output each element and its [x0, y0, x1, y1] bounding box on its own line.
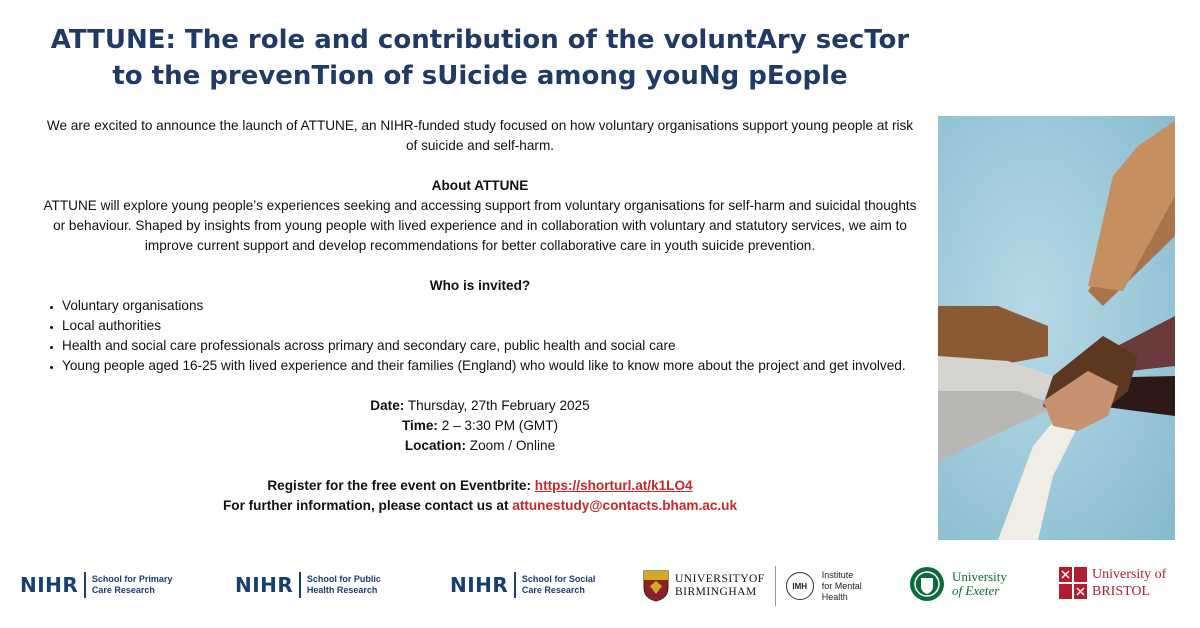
nihr-school-line: Care Research [91, 585, 155, 595]
imh-line: Health [821, 591, 848, 602]
nihr-school-line: School for Public [306, 574, 381, 584]
exeter-line-2: of Exeter [952, 583, 1000, 598]
event-location [40, 436, 920, 456]
invited-list [40, 296, 920, 376]
hands-illustration [938, 116, 1175, 540]
register-text: Register for the free event on Eventbrite: [267, 478, 535, 493]
bristol-line-2: BRISTOL [1092, 584, 1151, 599]
nihr-school-line: School for Primary [91, 574, 173, 584]
eventbrite-link[interactable]: https://shorturl.at/k1LO4 [534, 478, 693, 493]
bristol-line-1: University of [1092, 567, 1167, 582]
intro-paragraph: We are excited to announce the launch of ATTUNE, an NIHR-funded study focused on how voluntary organisations support young people at risk of suicide and self-harm. [46, 118, 914, 153]
nihr-school-line: School for Social [521, 574, 596, 584]
bristol-logo [1058, 566, 1166, 600]
invited-heading: Who is invited? [429, 278, 531, 293]
nihr-school-line: Care Research [521, 585, 585, 595]
imh-line: for Mental [821, 580, 862, 591]
birmingham-imh-logo [643, 566, 862, 606]
list-item: • Voluntary organisations [62, 296, 920, 316]
list-item: • Health and social care professionals across primary and secondary care, public health and social care [62, 336, 920, 356]
title-line-1: ATTUNE: The role and contribution of the voluntAry secTor [50, 25, 910, 55]
imh-mark: IMH [786, 572, 814, 600]
nihr-wordmark: NIHR [235, 573, 294, 597]
nihr-social-care-logo [450, 572, 595, 598]
exeter-line-1: University [952, 569, 1007, 584]
event-title [10, 22, 950, 94]
partner-logos [0, 550, 1200, 628]
event-description [40, 116, 920, 516]
contact-line [40, 496, 920, 516]
event-time [40, 416, 920, 436]
nihr-wordmark: NIHR [450, 573, 509, 597]
imh-line: Institute [821, 569, 854, 580]
nihr-public-health-logo [235, 572, 381, 598]
list-item: • Young people aged 16-25 with lived experience and their families (England) who would like to know more about the project and get involved. [62, 356, 920, 376]
contact-text: For further information, please contact us at [222, 498, 513, 513]
register-line [40, 476, 920, 496]
uob-line-1: UNIVERSITYOF [675, 573, 765, 585]
exeter-logo [908, 565, 1007, 603]
time-value: 2 – 3:30 PM (GMT) [437, 418, 559, 433]
list-item: • Local authorities [62, 316, 920, 336]
bristol-crest-icon [1058, 566, 1088, 600]
nihr-primary-care-logo [20, 572, 172, 598]
date-value: Thursday, 27th February 2025 [404, 398, 590, 413]
exeter-crest-icon [908, 565, 946, 603]
event-date [40, 396, 920, 416]
location-value: Zoom / Online [466, 438, 556, 453]
hands-together-photo [938, 116, 1175, 540]
time-label: Time: [401, 418, 438, 433]
birmingham-crest-icon [643, 570, 669, 602]
location-label: Location: [404, 438, 466, 453]
contact-email-link[interactable]: attunestudy@contacts.bham.ac.uk [512, 498, 738, 513]
title-line-2: to the prevenTion of sUicide among youNg pEople [112, 61, 848, 91]
uob-line-2: BIRMINGHAM [675, 586, 757, 598]
about-paragraph: ATTUNE will explore young people’s experiences seeking and accessing support from voluntary organisations for self-harm and suicidal thoughts or behaviour. Shaped by insights from young people with lived experience and in collaboration with voluntary and statutory services, we aim to improve current support and develop recommendations for better collaborative care in youth suicide prevention. [43, 198, 917, 253]
nihr-school-line: Health Research [306, 585, 378, 595]
nihr-wordmark: NIHR [20, 573, 79, 597]
date-label: Date: [370, 398, 405, 413]
about-heading: About ATTUNE [431, 178, 529, 193]
